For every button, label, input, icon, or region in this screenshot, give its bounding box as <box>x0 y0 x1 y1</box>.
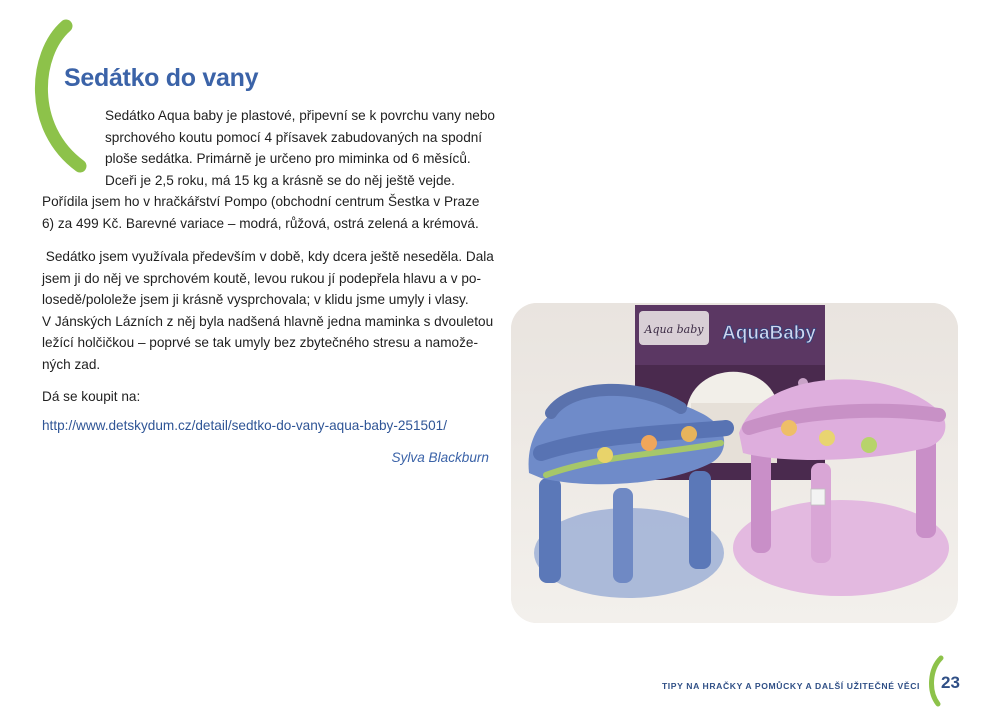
bath-seat-illustration <box>511 303 958 623</box>
usage-line: Sedátko jsem využívala především v době, kdy dcera ještě neseděla. Dala <box>42 249 494 264</box>
usage-line: jsem ji do něj ve sprchovém koutě, levou rukou jí podepřela hlavu a v po- <box>42 270 482 286</box>
intro-line: ploše sedátka. Primárně je určeno pro miminka od 6 měsíců. <box>105 151 471 167</box>
intro-line: Dceři je 2,5 roku, má 15 kg a krásně se do něj ještě vejde. <box>105 172 455 188</box>
page-number: 23 <box>941 673 960 692</box>
product-photo <box>511 303 958 623</box>
buy-label: Dá se koupit na: <box>42 389 141 404</box>
intro-paragraph <box>42 105 495 235</box>
article-title: Sedátko do vany <box>64 64 259 92</box>
shop-link[interactable]: http://www.detskydum.cz/detail/sedtko-do-vany-aqua-baby-251501/ <box>42 418 448 433</box>
usage-paragraph <box>42 246 497 376</box>
box-brand-label: AquaBaby <box>722 323 816 344</box>
intro-line: 6) za 499 Kč. Barevné variace – modrá, růžová, ostrá zelená a krémová. <box>42 215 479 231</box>
box-script-label: Aqua baby <box>644 323 704 336</box>
usage-line: V Jánských Lázních z něj byla nadšená hlavně jedna maminka s dvouletou <box>42 313 494 329</box>
blue-bath-seat <box>529 390 726 598</box>
intro-line: sprchového koutu pomocí 4 přísavek zabudovaných na spodní <box>105 129 483 145</box>
usage-line: ležící holčičkou – poprvé se tak umyly bez zbytečného stresu a namože- <box>42 335 478 351</box>
intro-line: Pořídila jsem ho v hračkářství Pompo (obchodní centrum Šestka v Praze <box>42 194 480 210</box>
usage-line: ných zad. <box>42 356 101 372</box>
footer-section-title: TIPY NA HRAČKY A POMŮCKY A DALŠÍ UŽITEČNÉ VĚCI <box>661 681 920 691</box>
usage-line: losedě/pololeže jsem ji krásně vysprchovala; v klidu jsme umyly i vlasy. <box>42 292 469 308</box>
author-name: Sylva Blackburn <box>391 450 489 465</box>
intro-line: Sedátko Aqua baby je plastové, připevní se k povrchu vany nebo <box>105 108 495 123</box>
